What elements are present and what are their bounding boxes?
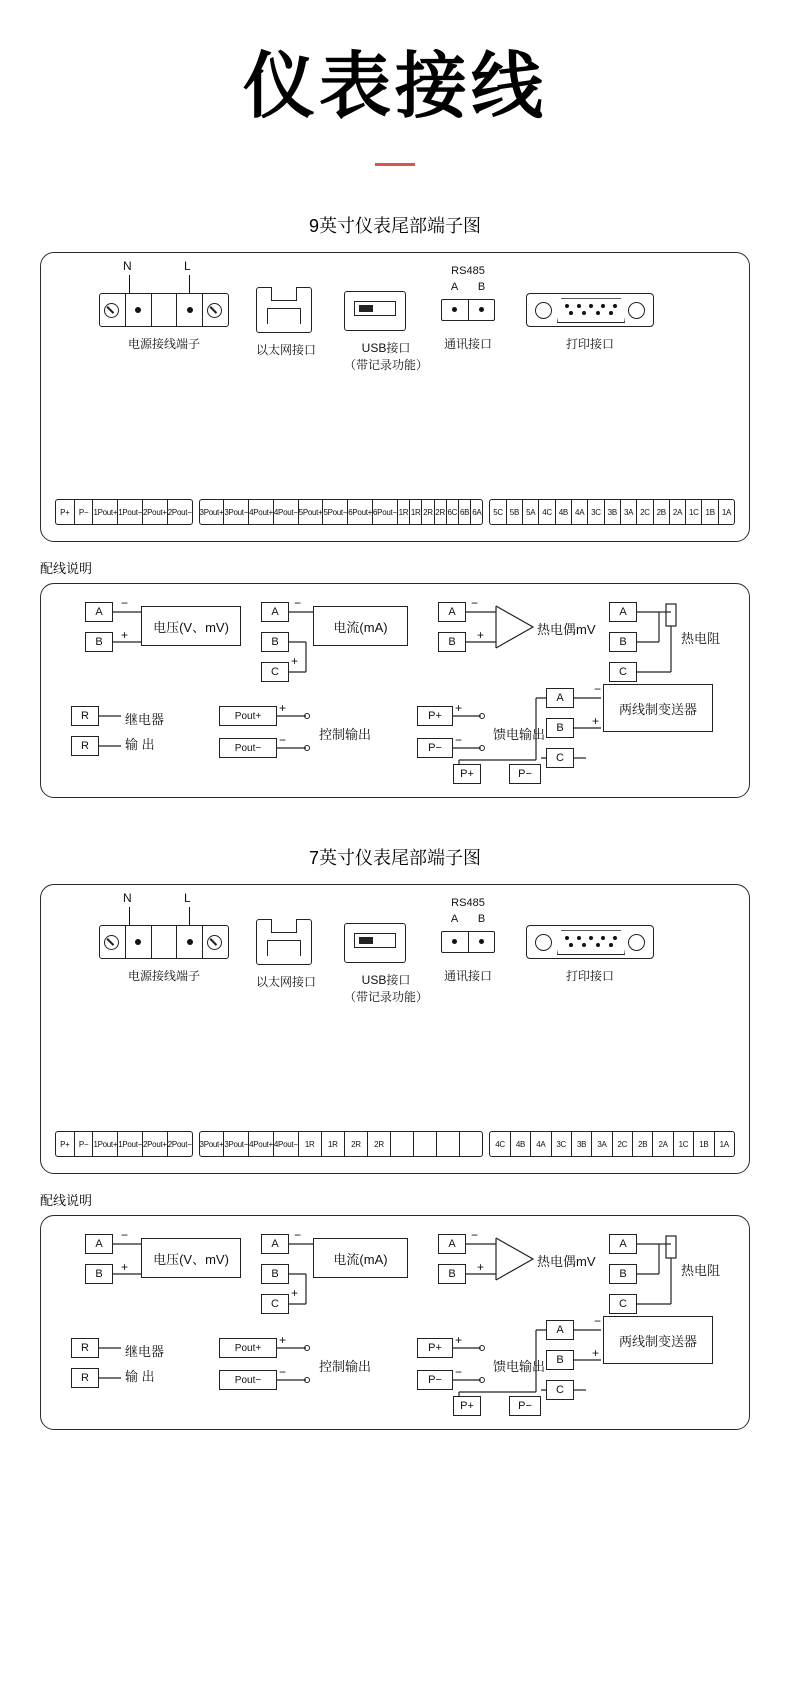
power-pin-n-line — [129, 907, 130, 925]
wiring-panel-9inch — [40, 583, 750, 798]
usb-port-9inch[interactable] — [344, 291, 428, 373]
current-terminal-c: C — [261, 662, 289, 682]
control-output-terminal-pos: Pout+ — [219, 1338, 277, 1358]
terminal-cell[interactable]: 2Pout+ — [143, 500, 168, 524]
wiring-caption-7inch: 配线说明 — [40, 1193, 93, 1209]
terminal-seg — [152, 294, 178, 326]
terminal-cell[interactable]: 1C — [674, 1132, 694, 1156]
current-sign-minus: − — [294, 596, 302, 611]
terminal-cell[interactable]: 3A — [592, 1132, 612, 1156]
terminal-strip-3[interactable] — [489, 499, 735, 525]
terminal-seg — [152, 926, 178, 958]
terminal-cell[interactable]: 3Pout− — [224, 1132, 249, 1156]
control-output-sign-minus: − — [279, 1365, 287, 1380]
rs485-port-label: 通讯接口 — [443, 337, 492, 352]
terminal-cell[interactable]: 3Pout+ — [200, 1132, 225, 1156]
rs485-icon — [441, 931, 495, 953]
terminal-seg — [177, 926, 203, 958]
rs485-icon — [441, 299, 495, 321]
rs485-port-9inch[interactable] — [441, 265, 495, 352]
rtd-terminal-b: B — [609, 632, 637, 652]
terminal-cell[interactable]: 3A — [621, 500, 637, 524]
voltage-sign-plus: + — [121, 628, 129, 643]
power-terminal-label: 电源接线端子 — [127, 969, 200, 984]
rtd-label: 热电阻 — [681, 1263, 721, 1279]
ethernet-port-label: 以太网接口 — [256, 343, 317, 358]
terminal-panel-7inch — [40, 884, 750, 1174]
terminal-strip-2[interactable] — [199, 499, 484, 525]
terminal-cell[interactable]: 2R — [435, 500, 447, 524]
terminal-cell[interactable]: 6C — [447, 500, 459, 524]
feed-output-sign-minus: − — [455, 733, 463, 748]
terminal-strips-7inch — [55, 1131, 735, 1157]
rtd-terminal-a: A — [609, 602, 637, 622]
pin-dot-icon — [452, 307, 457, 312]
ethernet-icon — [256, 287, 312, 333]
ethernet-icon — [256, 919, 312, 965]
wiring-panel-7inch — [40, 1215, 750, 1430]
title-divider — [375, 163, 415, 166]
voltage-device: 电压(V、mV) — [141, 1238, 241, 1278]
relay-terminal-2: R — [71, 736, 99, 756]
relay-label: 继电器 — [125, 712, 165, 728]
pin-dot-icon — [452, 939, 457, 944]
power-terminal-9inch[interactable] — [99, 259, 229, 352]
terminal-cell[interactable]: 2A — [653, 1132, 673, 1156]
power-terminal-block — [99, 925, 229, 959]
pin-dot-icon — [187, 307, 193, 313]
voltage-sign-minus: − — [121, 596, 129, 611]
terminal-seg — [126, 294, 152, 326]
current-sign-plus: + — [291, 654, 299, 669]
terminal-cell[interactable]: 3C — [552, 1132, 572, 1156]
screw-icon — [207, 935, 222, 950]
voltage-terminal-b: B — [85, 1264, 113, 1284]
terminal-seg — [442, 300, 469, 320]
terminal-strip-2[interactable] — [199, 1131, 484, 1157]
rtd-terminal-b: B — [609, 1264, 637, 1284]
wiring-diagram-7inch — [41, 1216, 749, 1429]
terminal-cell[interactable]: 1A — [719, 1139, 729, 1149]
thermocouple-sign-minus: − — [471, 1228, 479, 1243]
relay-label2: 输 出 — [125, 737, 155, 753]
voltage-terminal-a: A — [85, 1234, 113, 1254]
pin-dot-icon — [187, 939, 193, 945]
feed-output-terminal-pos: P+ — [417, 706, 453, 726]
twowire-device: 两线制变送器 — [603, 1316, 713, 1364]
terminal-seg — [469, 932, 495, 952]
printer-port-label: 打印接口 — [565, 337, 614, 352]
terminal-cell[interactable]: 1C — [686, 500, 702, 524]
power-pin-n-label: N — [123, 259, 132, 274]
control-output-sign-plus: + — [279, 1333, 287, 1348]
terminal-cell[interactable]: P+ — [56, 1132, 75, 1156]
current-sign-minus: − — [294, 1228, 302, 1243]
db9-icon — [526, 925, 654, 959]
terminal-cell[interactable]: 4A — [531, 1132, 551, 1156]
terminal-cell[interactable]: 5B — [507, 500, 523, 524]
usb-port-sublabel: （带记录功能） — [344, 358, 429, 373]
twowire-terminal-c: C — [546, 1380, 574, 1400]
terminal-cell[interactable]: 3B — [572, 1132, 592, 1156]
terminal-cell[interactable]: 4C — [490, 1132, 510, 1156]
power-pin-l-label: L — [184, 891, 191, 906]
wiring-caption-9inch: 配线说明 — [40, 561, 93, 577]
terminal-cell[interactable]: 3Pout+ — [200, 500, 225, 524]
section-title-9inch: 9英寸仪表尾部端子图 — [308, 216, 481, 237]
twowire-sign-minus: − — [594, 1314, 602, 1329]
terminal-cell[interactable]: 2R — [345, 1132, 368, 1156]
terminal-seg — [100, 294, 126, 326]
twowire-terminal-pminus: P− — [509, 764, 541, 784]
terminal-seg — [442, 932, 469, 952]
rtd-terminal-a: A — [609, 1234, 637, 1254]
voltage-device: 电压(V、mV) — [141, 606, 241, 646]
usb-port-label: USB接口 — [361, 973, 411, 988]
power-pin-n-line — [129, 275, 130, 293]
rs485-pin-a-label: A — [450, 913, 459, 926]
db9-pins — [565, 936, 617, 950]
power-terminal-7inch[interactable] — [99, 891, 229, 984]
twowire-device: 两线制变送器 — [603, 684, 713, 732]
screw-hole-icon — [628, 302, 645, 319]
rs485-title: RS485 — [451, 897, 485, 910]
terminal-cell[interactable]: 4Pout− — [274, 1132, 299, 1156]
power-pin-l-label: L — [184, 259, 191, 274]
terminal-cell[interactable]: 1A — [721, 507, 732, 517]
feed-output-label: 馈电输出 — [493, 1359, 546, 1375]
rs485-port-7inch[interactable] — [441, 897, 495, 984]
usb-icon — [344, 291, 406, 331]
terminal-cell[interactable]: 5Pout+ — [299, 500, 324, 524]
printer-port-7inch[interactable] — [526, 925, 654, 984]
twowire-terminal-b: B — [546, 1350, 574, 1370]
twowire-terminal-pplus: P+ — [453, 764, 481, 784]
terminal-seg — [100, 926, 126, 958]
terminal-cell[interactable]: 5Pout− — [323, 500, 348, 524]
twowire-terminal-pplus: P+ — [453, 1396, 481, 1416]
control-output-sign-minus: − — [279, 733, 287, 748]
usb-port-7inch[interactable] — [344, 923, 428, 1005]
twowire-terminal-a: A — [546, 688, 574, 708]
rs485-port-label: 通讯接口 — [443, 969, 492, 984]
control-output-terminal-pos: Pout+ — [219, 706, 277, 726]
rs485-pin-labels — [441, 913, 495, 925]
twowire-sign-plus: + — [592, 1346, 600, 1361]
rs485-pin-a-label: A — [450, 281, 459, 294]
terminal-strip-3[interactable] — [489, 1131, 735, 1157]
power-pin-l-line — [189, 907, 190, 925]
terminal-cell[interactable]: P− — [75, 500, 94, 524]
relay-terminal-2: R — [71, 1368, 99, 1388]
connector-row-7inch — [41, 891, 749, 1027]
screw-hole-icon — [628, 934, 645, 951]
terminal-cell[interactable]: 3C — [588, 500, 604, 524]
relay-label: 继电器 — [125, 1344, 165, 1360]
thermocouple-sign-plus: + — [477, 628, 485, 643]
terminal-seg — [203, 926, 228, 958]
terminal-strip-1[interactable] — [55, 1131, 193, 1157]
usb-icon — [344, 923, 406, 963]
usb-port-label: USB接口 — [361, 341, 411, 356]
relay-label2: 输 出 — [125, 1369, 155, 1385]
terminal-cell[interactable]: 2R — [368, 1132, 391, 1156]
page-title: 仪表接线 — [242, 47, 547, 127]
terminal-cell[interactable] — [437, 1132, 460, 1156]
feed-output-terminal-pos: P+ — [417, 1338, 453, 1358]
control-output-terminal-neg: Pout− — [219, 1370, 277, 1390]
terminal-strip-1[interactable] — [55, 499, 193, 525]
db9-icon — [526, 293, 654, 327]
power-pin-l-line — [189, 275, 190, 293]
terminal-cell[interactable]: 4Pout+ — [249, 1132, 274, 1156]
current-terminal-b: B — [261, 632, 289, 652]
feed-output-terminal-neg: P− — [417, 738, 453, 758]
terminal-seg — [203, 294, 228, 326]
terminal-seg — [469, 300, 495, 320]
rs485-title: RS485 — [451, 265, 485, 278]
thermocouple-sign-plus: + — [477, 1260, 485, 1275]
terminal-cell[interactable]: 1Pout− — [118, 1132, 143, 1156]
terminal-cell[interactable]: 1Pout+ — [93, 1132, 118, 1156]
relay-terminal-1: R — [71, 706, 99, 726]
voltage-sign-plus: + — [121, 1260, 129, 1275]
current-terminal-c: C — [261, 1294, 289, 1314]
terminal-cell[interactable]: 2C — [613, 1132, 633, 1156]
terminal-cell[interactable]: 1R — [322, 1132, 345, 1156]
terminal-cell[interactable] — [391, 1132, 414, 1156]
thermocouple-terminal-a: A — [438, 1234, 466, 1254]
thermocouple-terminal-b: B — [438, 632, 466, 652]
screw-icon — [207, 303, 222, 318]
twowire-sign-plus: + — [592, 714, 600, 729]
twowire-terminal-pminus: P− — [509, 1396, 541, 1416]
thermocouple-terminal-b: B — [438, 1264, 466, 1284]
terminal-cell[interactable]: 2B — [633, 1132, 653, 1156]
current-device: 电流(mA) — [313, 1238, 408, 1278]
control-output-label: 控制输出 — [319, 1359, 372, 1375]
terminal-cell[interactable]: 1Pout− — [118, 500, 143, 524]
terminal-cell[interactable]: 4C — [539, 500, 555, 524]
wiring-diagram-9inch — [41, 584, 749, 797]
db9-pins — [565, 304, 617, 318]
section-title-7inch: 7英寸仪表尾部端子图 — [308, 848, 481, 869]
terminal-cell[interactable]: 2Pout− — [167, 1139, 192, 1149]
feed-output-terminal-neg: P− — [417, 1370, 453, 1390]
screw-icon — [104, 303, 119, 318]
terminal-cell[interactable]: 4Pout− — [274, 500, 299, 524]
pin-dot-icon — [479, 307, 484, 312]
terminal-cell[interactable]: 6B — [459, 500, 471, 524]
terminal-cell[interactable]: 3Pout− — [224, 500, 249, 524]
terminal-cell[interactable]: P+ — [56, 500, 75, 524]
terminal-seg — [126, 926, 152, 958]
terminal-cell[interactable]: 6Pout+ — [348, 500, 373, 524]
feed-output-sign-minus: − — [455, 1365, 463, 1380]
power-pin-n-label: N — [123, 891, 132, 906]
ethernet-port-7inch[interactable] — [256, 919, 316, 990]
power-terminal-label: 电源接线端子 — [127, 337, 200, 352]
thermocouple-terminal-a: A — [438, 602, 466, 622]
terminal-strips-9inch — [55, 499, 735, 525]
terminal-cell[interactable]: P− — [75, 1132, 94, 1156]
terminal-seg — [177, 294, 203, 326]
terminal-cell[interactable]: 5C — [490, 500, 506, 524]
thermocouple-sign-minus: − — [471, 596, 479, 611]
power-terminal-block — [99, 293, 229, 327]
pin-dot-icon — [135, 307, 141, 313]
thermocouple-label: 热电偶mV — [537, 1254, 596, 1270]
voltage-sign-minus: − — [121, 1228, 129, 1243]
terminal-cell[interactable]: 2B — [654, 500, 670, 524]
terminal-cell[interactable]: 2C — [637, 500, 653, 524]
feed-output-sign-plus: + — [455, 701, 463, 716]
current-terminal-a: A — [261, 602, 289, 622]
terminal-cell[interactable]: 1B — [702, 500, 718, 524]
rs485-pin-b-label: B — [477, 281, 486, 294]
terminal-cell[interactable]: 2R — [422, 500, 434, 524]
usb-port-sublabel: （带记录功能） — [344, 990, 429, 1005]
rtd-terminal-c: C — [609, 1294, 637, 1314]
terminal-cell[interactable]: 3B — [605, 500, 621, 524]
terminal-cell[interactable]: 1B — [694, 1132, 714, 1156]
ethernet-port-label: 以太网接口 — [256, 975, 317, 990]
terminal-cell[interactable]: 1Pout+ — [93, 500, 118, 524]
twowire-terminal-c: C — [546, 748, 574, 768]
relay-terminal-1: R — [71, 1338, 99, 1358]
twowire-terminal-b: B — [546, 718, 574, 738]
terminal-cell[interactable] — [414, 1132, 437, 1156]
current-sign-plus: + — [291, 1286, 299, 1301]
printer-port-label: 打印接口 — [565, 969, 614, 984]
rs485-pin-labels — [441, 281, 495, 293]
twowire-terminal-a: A — [546, 1320, 574, 1340]
terminal-cell[interactable]: 1R — [299, 1132, 322, 1156]
terminal-cell[interactable]: 2Pout− — [167, 507, 192, 517]
control-output-terminal-neg: Pout− — [219, 738, 277, 758]
screw-hole-icon — [535, 934, 552, 951]
screw-hole-icon — [535, 302, 552, 319]
connector-row-9inch — [41, 259, 749, 395]
voltage-terminal-a: A — [85, 602, 113, 622]
terminal-cell[interactable]: 4B — [556, 500, 572, 524]
terminal-panel-9inch — [40, 252, 750, 542]
printer-port-9inch[interactable] — [526, 293, 654, 352]
current-device: 电流(mA) — [313, 606, 408, 646]
feed-output-sign-plus: + — [455, 1333, 463, 1348]
thermocouple-label: 热电偶mV — [537, 622, 596, 638]
terminal-cell[interactable]: 4Pout+ — [249, 500, 274, 524]
pin-dot-icon — [135, 939, 141, 945]
rtd-terminal-c: C — [609, 662, 637, 682]
terminal-cell[interactable]: 1R — [410, 500, 422, 524]
screw-icon — [104, 935, 119, 950]
terminal-cell[interactable]: 4A — [572, 500, 588, 524]
terminal-cell[interactable]: 6Pout− — [373, 500, 398, 524]
rs485-pin-b-label: B — [477, 913, 486, 926]
terminal-cell[interactable]: 2Pout+ — [143, 1132, 168, 1156]
twowire-sign-minus: − — [594, 682, 602, 697]
current-terminal-a: A — [261, 1234, 289, 1254]
terminal-cell[interactable]: 1R — [398, 500, 410, 524]
pin-dot-icon — [479, 939, 484, 944]
ethernet-port-9inch[interactable] — [256, 287, 316, 358]
control-output-label: 控制输出 — [319, 727, 372, 743]
current-terminal-b: B — [261, 1264, 289, 1284]
rtd-label: 热电阻 — [681, 631, 721, 647]
terminal-cell[interactable] — [460, 1132, 482, 1156]
terminal-cell[interactable]: 2A — [670, 500, 686, 524]
terminal-cell[interactable]: 6A — [472, 507, 482, 517]
feed-output-label: 馈电输出 — [493, 727, 546, 743]
voltage-terminal-b: B — [85, 632, 113, 652]
terminal-cell[interactable]: 5A — [523, 500, 539, 524]
control-output-sign-plus: + — [279, 701, 287, 716]
terminal-cell[interactable]: 4B — [511, 1132, 531, 1156]
